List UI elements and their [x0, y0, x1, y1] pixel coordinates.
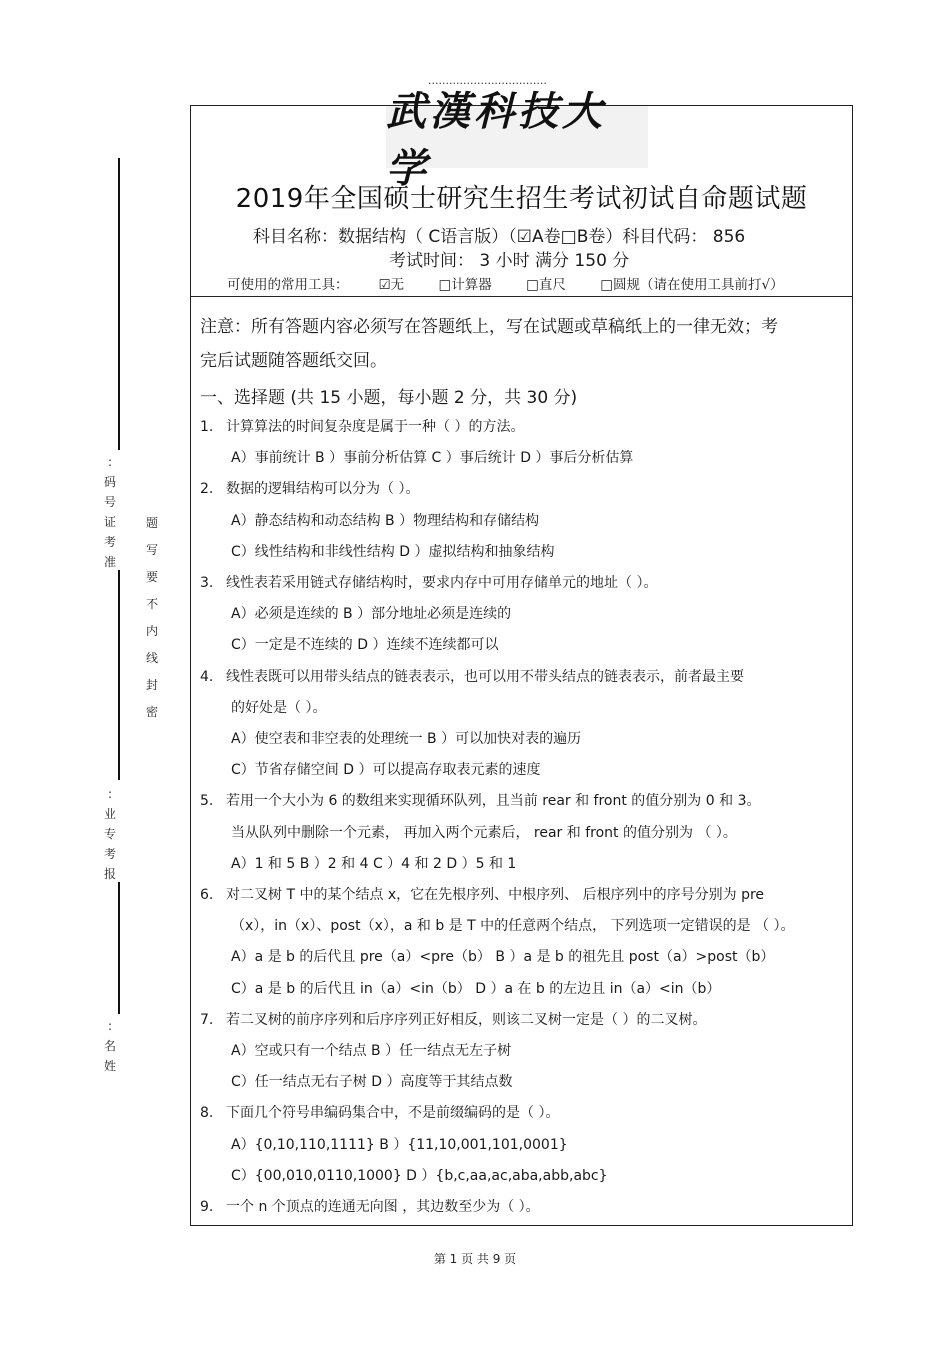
- question-text: 线性表若采用链式存储结构时，要求内存中可用存储单元的地址（ ）。: [226, 575, 658, 592]
- major-char: 报: [103, 867, 116, 881]
- question-continuation: （x），in（x）、post（x），a 和 b 是 T 中的任意两个结点， 下列选项一定错误的是 （ ）。: [231, 918, 795, 935]
- answer-options: A）{0,10,110,1111} B ）{11,10,001,101,0001}: [231, 1136, 568, 1153]
- page-footer: 第 1 页 共 9 页: [433, 1252, 517, 1266]
- question-6: [200, 880, 850, 911]
- binding-line-3: [118, 882, 120, 1014]
- seal-warning-char: 内: [145, 624, 158, 638]
- seal-warning-char: 题: [145, 516, 158, 530]
- candidate-number-char: 考: [103, 535, 116, 549]
- question-continuation: 的好处是（ ）。: [231, 699, 327, 716]
- question-text: 若用一个大小为 6 的数组来实现循环队列，且当前 rear 和 front 的值分别为 0 和 3。: [226, 793, 761, 810]
- header-dots: ..................................: [428, 74, 547, 87]
- candidate-number-char: :: [107, 455, 113, 469]
- question-text: 对二叉树 T 中的某个结点 x，它在先根序列、中根序列、 后根序列中的序号分别为 pre: [226, 887, 765, 904]
- question-text: 计算算法的时间复杂度是属于一种（ ）的方法。: [226, 419, 525, 435]
- answer-options: C）线性结构和非线性结构 D ）虚拟结构和抽象结构: [231, 543, 555, 560]
- major-char: 业: [103, 807, 116, 821]
- time-line: 考试时间： 3 小时 满分 150 分: [389, 251, 630, 271]
- question-text: 一个 n 个顶点的连通无向图 ，其边数至少为（ ）。: [226, 1199, 540, 1216]
- question-number: 2.: [200, 481, 214, 498]
- exam-body: [200, 310, 850, 1223]
- answer-options: A）使空表和非空表的处理统一 B ）可以加快对表的遍历: [231, 731, 582, 748]
- seal-warning-char: 不: [145, 597, 158, 611]
- question-5: [200, 786, 850, 817]
- question-3: [200, 568, 850, 599]
- name-label: [102, 1016, 118, 1076]
- major-char: :: [107, 787, 113, 801]
- question-number: 7.: [200, 1011, 214, 1028]
- question-number: 3.: [200, 575, 214, 592]
- question-1: [200, 412, 850, 443]
- question-number: 4.: [200, 668, 214, 685]
- major-char: 考: [103, 847, 116, 861]
- question-continuation: 当从队列中删除一个元素， 再加入两个元素后， rear 和 front 的值分别为 （ ）。: [231, 824, 737, 841]
- notice-line-1: 注意：所有答题内容必须写在答题纸上，写在试题或草稿纸上的一律无效；考: [200, 317, 778, 337]
- seal-warning-label: [144, 510, 160, 726]
- section-title: 一、选择题 (共 15 小题，每小题 2 分，共 30 分): [200, 388, 578, 408]
- question-8: [200, 1098, 850, 1129]
- answer-options: A）a 是 b 的后代且 pre（a）<pre（b） B ）a 是 b 的祖先且 post（a）>post（b）: [231, 949, 775, 966]
- question-number: 5.: [200, 793, 214, 810]
- answer-options: A）1 和 5 B ）2 和 4 C ）4 和 2 D ）5 和 1: [231, 855, 517, 872]
- seal-warning-char: 线: [145, 651, 158, 665]
- question-text: 数据的逻辑结构可以分为（ ）。: [226, 481, 420, 498]
- header-separator: [191, 296, 852, 297]
- name-char: 名: [103, 1039, 116, 1053]
- binding-line-2: [118, 570, 120, 780]
- allowed-tools: [227, 273, 784, 293]
- answer-options: C）一定是不连续的 D ）连续不连续都可以: [231, 637, 499, 654]
- answer-options: A）事前统计 B ）事前分析估算 C ）事后统计 D ）事后分析估算: [231, 450, 634, 467]
- question-7: [200, 1005, 850, 1036]
- seal-warning-char: 写: [145, 543, 158, 557]
- candidate-number-label: [102, 452, 118, 572]
- tool-ruler: □直尺: [526, 277, 566, 293]
- answer-options: A）空或只有一个结点 B ）任一结点无左子树: [231, 1043, 512, 1060]
- logo-text: 武漢科技大学: [386, 88, 606, 192]
- seal-warning-char: 要: [145, 570, 158, 584]
- tool-compass: □圆规（请在使用工具前打√）: [600, 277, 784, 293]
- candidate-number-char: 证: [103, 515, 116, 529]
- question-number: 8.: [200, 1105, 214, 1122]
- question-9: [200, 1192, 850, 1223]
- exam-frame: [190, 88, 853, 1226]
- question-text: 线性表既可以用带头结点的链表表示，也可以用不带头结点的链表表示，前者最主要: [226, 668, 744, 685]
- candidate-number-char: 号: [103, 495, 116, 509]
- binding-line-1: [118, 158, 120, 450]
- answer-options: C）节省存储空间 D ）可以提高存取表元素的速度: [231, 762, 541, 779]
- major-label: [102, 784, 118, 884]
- major-char: 专: [103, 827, 116, 841]
- tool-none: ☑无: [378, 277, 405, 293]
- exam-title: 2019年全国硕士研究生招生考试初试自命题试题: [235, 184, 808, 214]
- name-char: 姓: [103, 1059, 116, 1073]
- seal-warning-char: 密: [145, 705, 158, 719]
- question-text: 若二叉树的前序序列和后序序列正好相反，则该二叉树一定是（ ）的二叉树。: [226, 1011, 707, 1028]
- tools-label: 可使用的常用工具：: [227, 277, 349, 293]
- answer-options: C）任一结点无右子树 D ）高度等于其结点数: [231, 1074, 513, 1091]
- seal-warning-char: 封: [145, 678, 158, 692]
- question-text: 下面几个符号串编码集合中，不是前缀编码的是（ ）。: [226, 1105, 560, 1122]
- answer-options: C）a 是 b 的后代且 in（a）<in（b） D ）a 在 b 的左边且 in（a）<in（b）: [231, 980, 721, 997]
- answer-options: A）必须是连续的 B ）部分地址必须是连续的: [231, 606, 512, 623]
- university-logo: [386, 88, 648, 192]
- question-number: 9.: [200, 1199, 214, 1216]
- candidate-number-char: 码: [103, 475, 116, 489]
- notice-line-2: 完后试题随答题纸交回。: [200, 351, 387, 371]
- subject-line: 科目名称：数据结构（ C语言版）（☑A卷□B卷）科目代码： 856: [253, 227, 746, 247]
- question-2: [200, 474, 850, 505]
- question-list: [200, 412, 850, 1223]
- candidate-number-char: 准: [103, 555, 116, 569]
- answer-options: A）静态结构和动态结构 B ）物理结构和存储结构: [231, 512, 540, 529]
- answer-options: C）{00,010,0110,1000} D ）{b,c,aa,ac,aba,abb,abc}: [231, 1167, 608, 1184]
- name-char: :: [107, 1019, 113, 1033]
- question-4: [200, 662, 850, 693]
- question-number: 1.: [200, 419, 214, 435]
- question-number: 6.: [200, 887, 214, 904]
- tool-calculator: □计算器: [438, 277, 492, 293]
